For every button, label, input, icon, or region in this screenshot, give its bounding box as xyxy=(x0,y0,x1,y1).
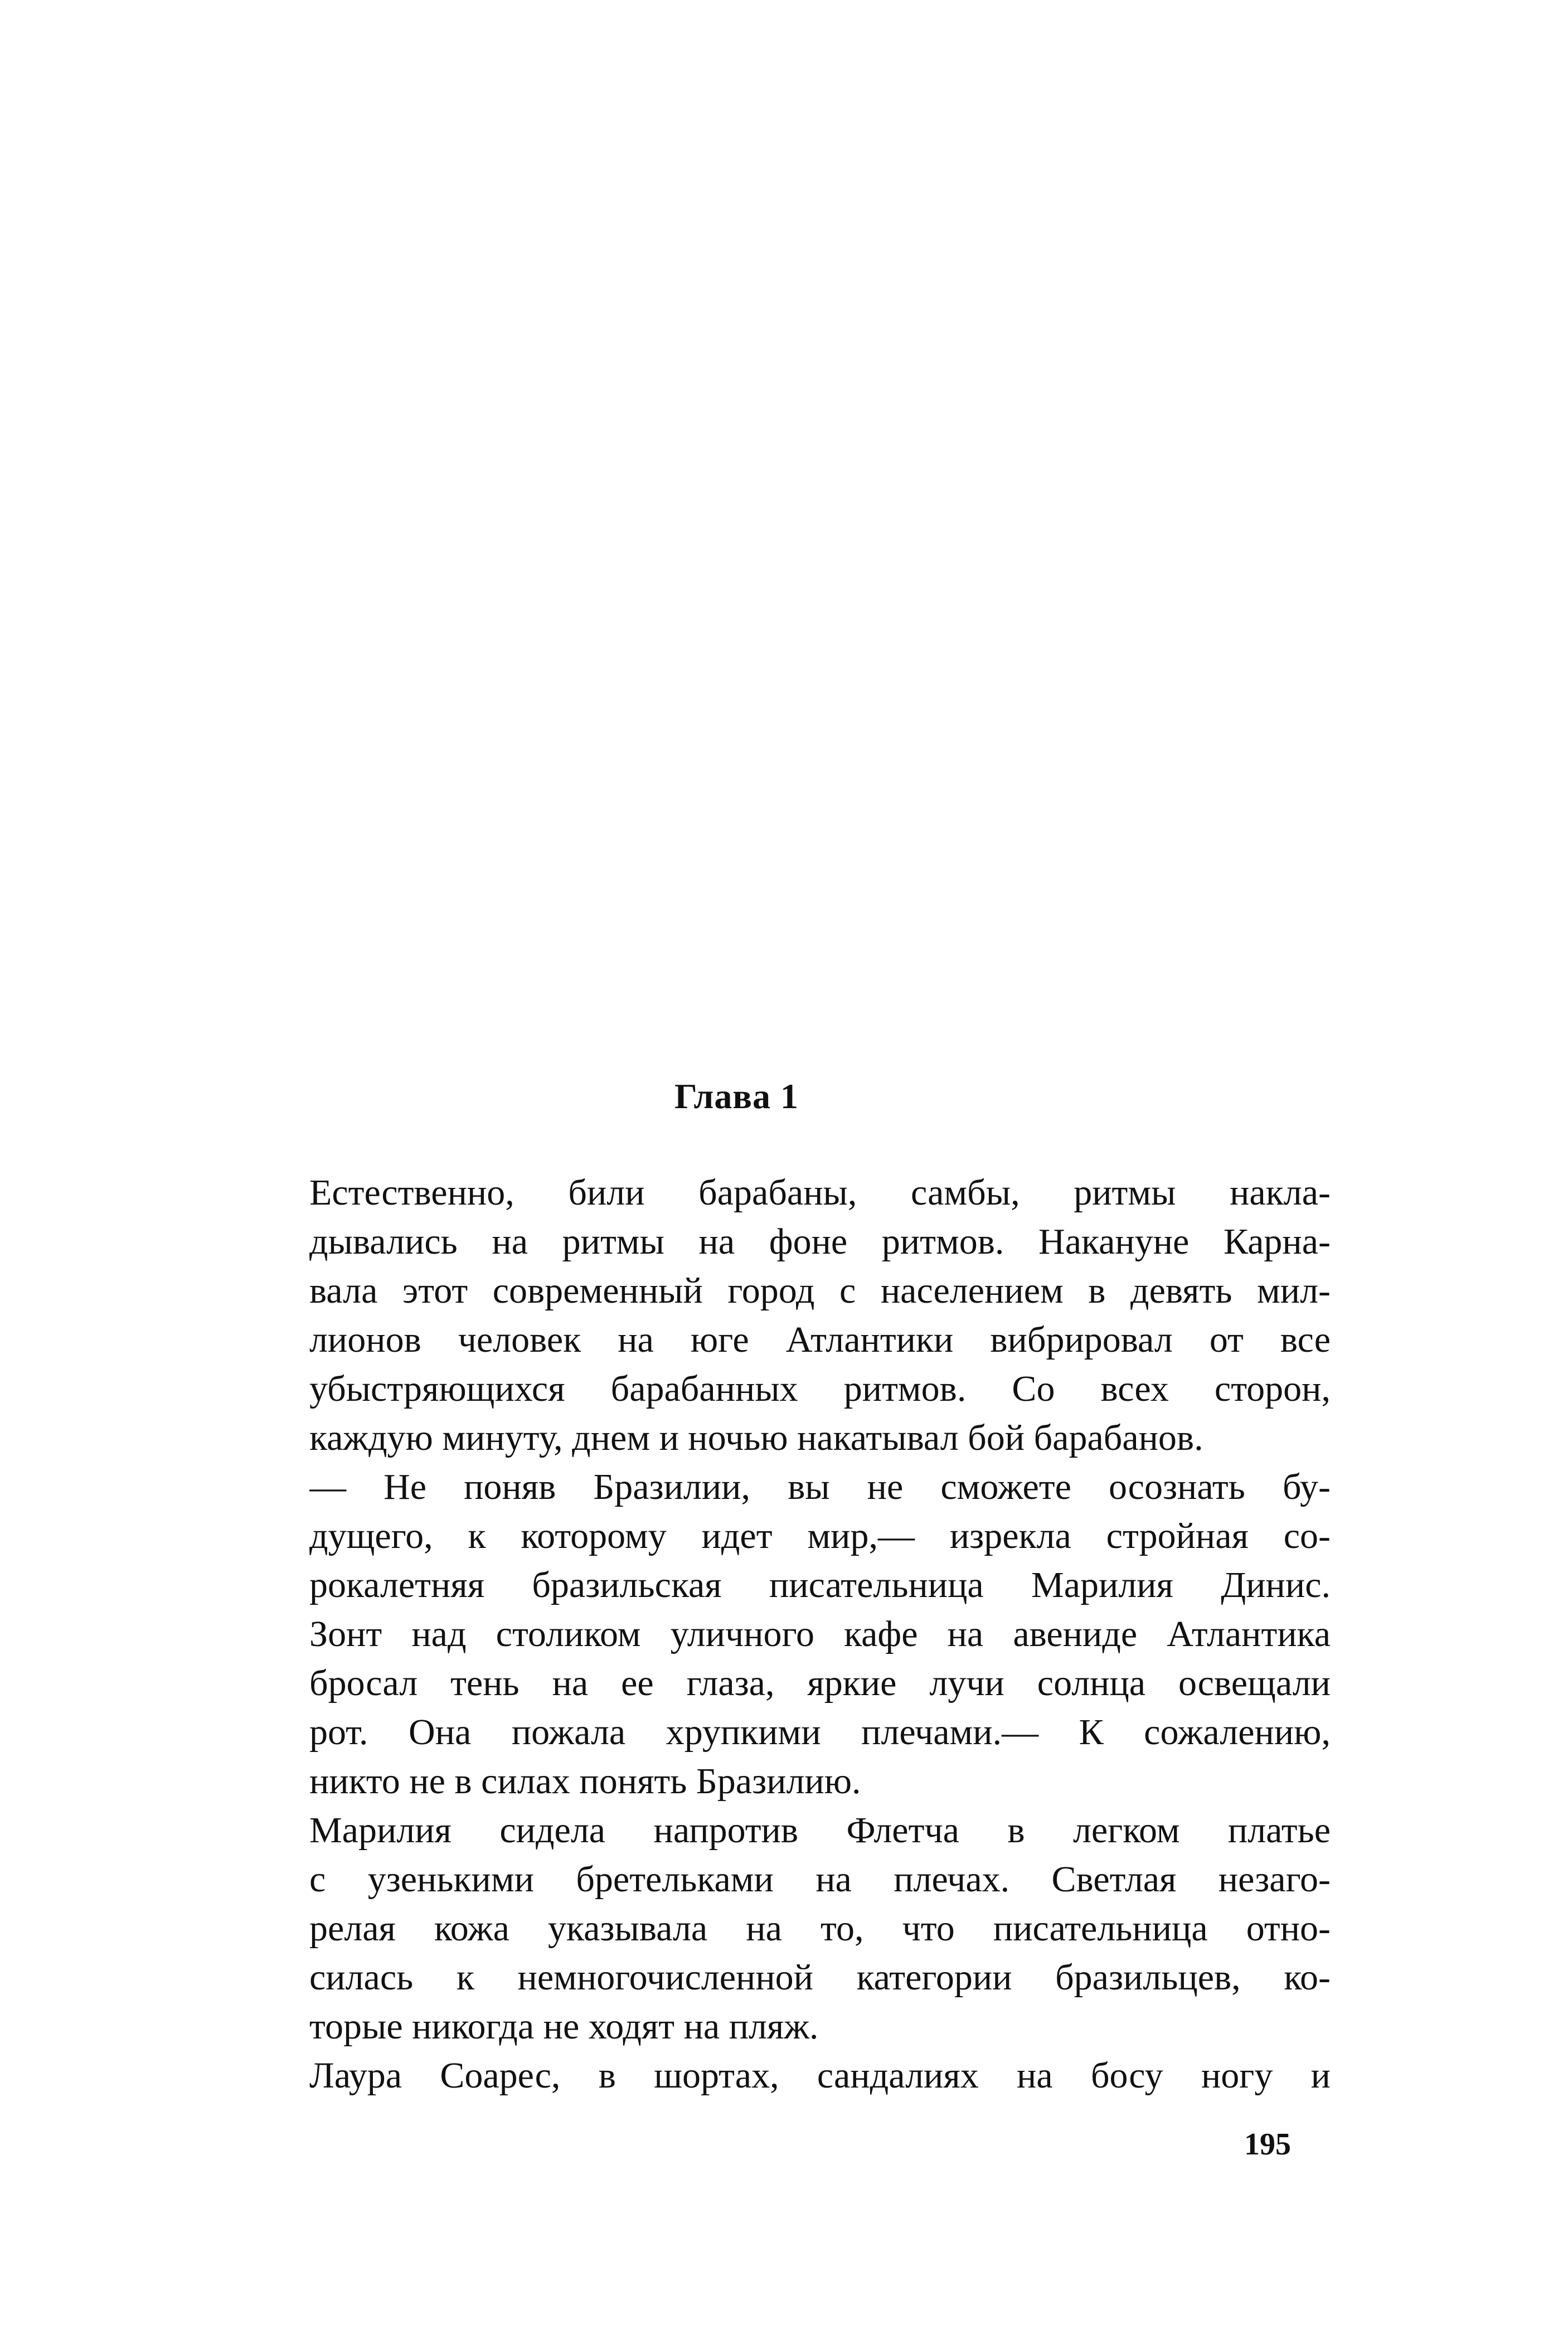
text-line: рот. Она пожала хрупкими плечами.— К сожалению, xyxy=(309,1712,1331,1753)
text-line: торые никогда не ходят на пляж. xyxy=(309,2006,819,2047)
text-line: Естественно, били барабаны, самбы, ритмы накла- xyxy=(309,1172,1331,1213)
chapter-title: Глава 1 xyxy=(674,1076,799,1116)
body-text xyxy=(309,1168,1331,2100)
text-line: дывались на ритмы на фоне ритмов. Накануне Карна- xyxy=(309,1221,1331,1262)
text-line: — Не поняв Бразилии, вы не сможете осознать бу- xyxy=(309,1467,1331,1507)
text-line: лионов человек на юге Атлантики вибрировал от все xyxy=(309,1319,1331,1360)
text-line: каждую минуту, днем и ночью накатывал бой барабанов. xyxy=(309,1418,1203,1458)
text-line: Марилия сидела напротив Флетча в легком платье xyxy=(309,1810,1331,1851)
text-line: дущего, к которому идет мир,— изрекла стройная со- xyxy=(309,1516,1331,1556)
text-line: Зонт над столиком уличного кафе на авениде Атлантика xyxy=(309,1614,1331,1654)
text-line: Лаура Соарес, в шортах, сандалиях на босу ногу и xyxy=(309,2055,1331,2096)
text-line: бросал тень на ее глаза, яркие лучи солнца освещали xyxy=(309,1663,1331,1703)
text-line: рокалетняя бразильская писательница Марилия Динис. xyxy=(309,1565,1331,1605)
text-line: вала этот современный город с населением в девять мил- xyxy=(309,1270,1331,1311)
text-line: релая кожа указывала на то, что писательница отно- xyxy=(309,1908,1331,1949)
text-line: никто не в силах понять Бразилию. xyxy=(309,1761,861,1802)
page-number: 195 xyxy=(1244,2127,1291,2162)
text-line: убыстряющихся барабанных ритмов. Со всех сторон, xyxy=(309,1368,1331,1409)
text-line: силась к немногочисленной категории бразильцев, ко- xyxy=(309,1957,1331,1998)
text-line: с узенькими бретельками на плечах. Светлая незаго- xyxy=(309,1859,1331,1900)
